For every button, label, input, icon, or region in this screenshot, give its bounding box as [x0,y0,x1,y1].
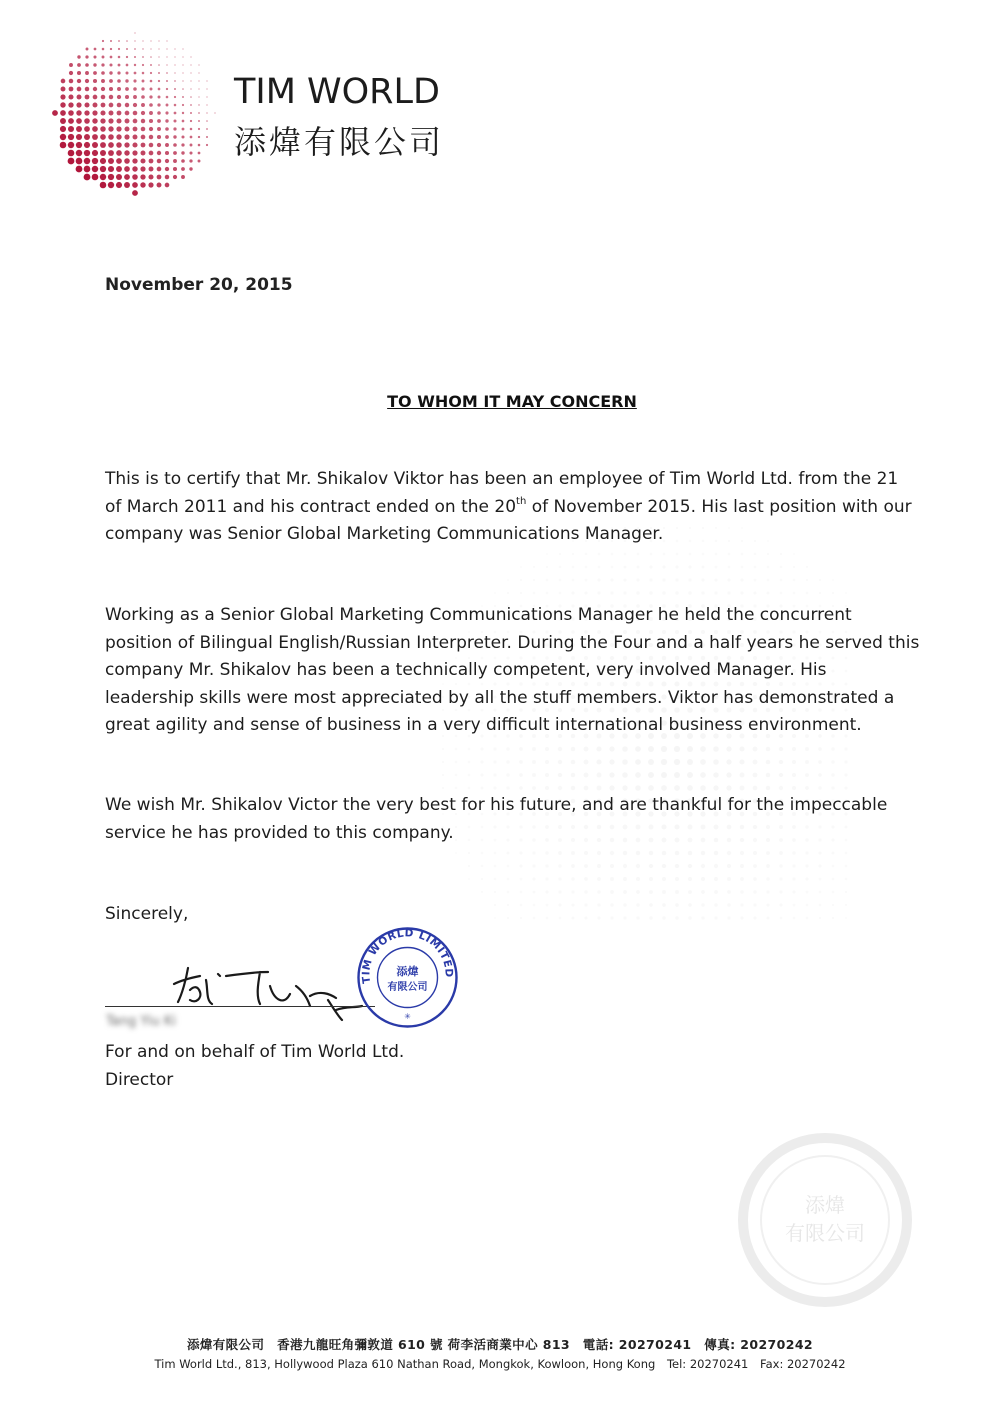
paragraph-certification-part-2: of November 2015. His last position with our company was Senior Global Marketing Communications Manager. [105,496,912,544]
signer-role: Director [105,1070,174,1090]
signer-name-blurred: Tang Yiu Ki [106,1014,176,1029]
letter-date: November 20, 2015 [105,275,293,295]
brand-name: TIM WORLD [234,72,440,112]
ordinal-suffix: th [516,495,527,507]
company-seal-stamp [355,925,460,1030]
footer-chinese [0,1335,1000,1353]
paragraph-wishes: We wish Mr. Shikalov Victor the very best for his future, and are thankful for the impeccable service he has provided to this company. [105,795,888,843]
seal-text-chinese-2: 有限公司 [387,982,428,993]
footer-en-fax: Fax: 20270242 [760,1357,846,1371]
seal-text-chinese-1: 添煒 [396,965,419,978]
handwritten-signature [160,950,380,1025]
paragraph-performance: Working as a Senior Global Marketing Communications Manager he held the concurrent position of Bilingual English/Russian Interpreter. During the Four and a half years he served this company Mr. Shikalov has been a technically competent, very involved Manager. His leadership skills were most appreciated by all the stuff members. Viktor has demonstrated a great agility and sense of business in a very difficult international business environment. [105,605,920,735]
paragraph-certification-part-1: This is to certify that Mr. Shikalov Viktor has been an employee of Tim World Ltd. from the 21 of March 2011 and his contract ended on the 20 [105,469,899,517]
footer-cn-address: 香港九龍旺角彌敦道 610 號 荷李活商業中心 813 [277,1337,571,1352]
seal-star-icon: ✳ [404,1012,411,1021]
company-logo-icon [50,28,220,198]
footer-en-address: Tim World Ltd., 813, Hollywood Plaza 610 Nathan Road, Mongkok, Kowloon, Hong Kong [154,1357,656,1371]
footer-english [0,1357,1000,1371]
embossed-seal-text-2: 有限公司 [785,1221,865,1245]
on-behalf-line: For and on behalf of Tim World Ltd. [105,1042,405,1062]
embossed-seal-watermark [735,1130,915,1310]
footer-en-phone: Tel: 20270241 [666,1357,749,1371]
footer-cn-fax: 傳真: 20270242 [704,1337,814,1352]
footer-cn-company: 添煒有限公司 [186,1337,265,1352]
footer-cn-phone: 電話: 20270241 [582,1337,692,1352]
paragraph-certification [105,466,920,549]
seal-text-english: TIM WORLD LIMITED [360,927,455,985]
letter-heading: TO WHOM IT MAY CONCERN [387,392,637,411]
brand-name-chinese: 添煒有限公司 [234,123,445,161]
signature-line [105,1006,375,1007]
closing-salutation: Sincerely, [105,904,189,924]
embossed-seal-text-1: 添煒 [805,1193,845,1217]
